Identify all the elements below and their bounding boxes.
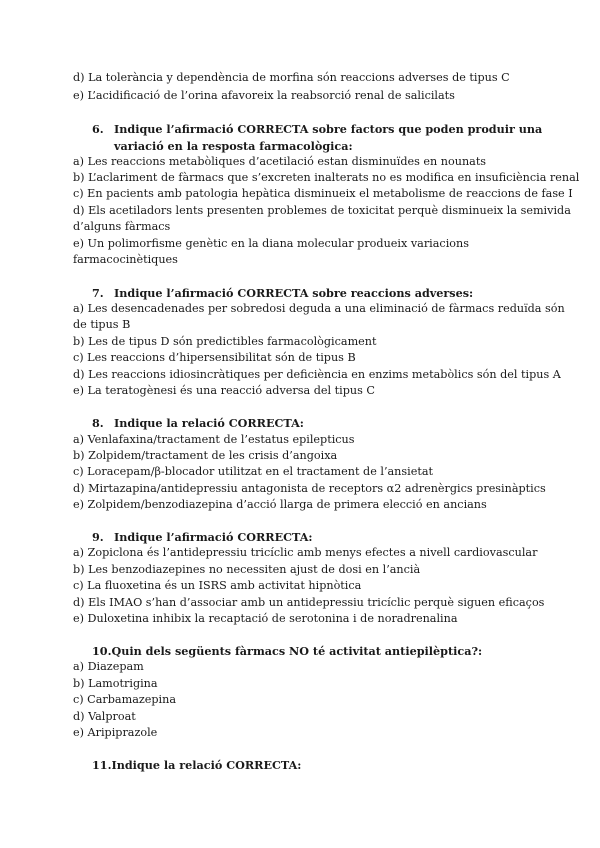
option-line: a) Venlafaxina/tractament de l’estatus epilepticus — [73, 433, 355, 446]
option-line: e) Zolpidem/benzodiazepina d’acció llarga de primera elecció en ancians — [73, 498, 487, 511]
option-line: d) Les reaccions idiosincràtiques per deficiència en enzims metabòlics són del tipus A — [73, 368, 561, 381]
option-line: e) La teratogènesi és una reacció adversa del tipus C — [73, 384, 375, 397]
option-line: c) En pacients amb patologia hepàtica disminueix el metabolisme de reaccions de fase I — [73, 187, 573, 200]
option-line: c) Carbamazepina — [73, 693, 177, 706]
option-line: a) Les reaccions metabòliques d’acetilació estan disminuïdes en nounats — [73, 155, 487, 168]
option-line: e) L’acidificació de l’orina afavoreix la reabsorció renal de salicilats — [73, 89, 455, 102]
question-6-heading-cont: variació en la resposta farmacològica: — [114, 139, 353, 153]
question-number: 7. — [92, 286, 104, 300]
question-number: 9. — [92, 530, 104, 544]
option-line: b) Lamotrigina — [73, 677, 158, 690]
option-line: d) Valproat — [73, 710, 136, 723]
option-line: c) La fluoxetina és un ISRS amb activitat hipnòtica — [73, 579, 362, 592]
option-line: e) Un polimorfisme genètic en la diana molecular produeix variacions — [73, 237, 469, 250]
option-line: a) Diazepam — [73, 660, 144, 673]
option-line: farmacocinètiques — [73, 253, 178, 266]
option-line: d) Els acetiladors lents presenten problemes de toxicitat perquè disminueix la semivida — [73, 204, 571, 217]
question-10-heading: 10.Quin dels següents fàrmacs NO té activitat antiepilèptica?: — [92, 644, 483, 658]
question-8-heading: 8. Indique la relació CORRECTA: — [92, 416, 304, 430]
question-number: 8. — [92, 416, 104, 430]
question-6-heading: 6. Indique l’afirmació CORRECTA sobre factors que poden produir una — [92, 122, 543, 136]
question-number: 6. — [92, 122, 104, 136]
option-line: c) Les reaccions d’hipersensibilitat són de tipus B — [73, 351, 356, 364]
option-line: d’alguns fàrmacs — [73, 220, 171, 233]
option-line: d) Mirtazapina/antidepressiu antagonista de receptors α2 adrenèrgics presinàptics — [73, 482, 546, 495]
question-7-heading: 7. Indique l’afirmació CORRECTA sobre reaccions adverses: — [92, 286, 474, 300]
option-line: a) Zopiclona és l’antidepressiu tricíclic amb menys efectes a nivell cardiovascular — [73, 546, 538, 559]
option-line: e) Duloxetina inhibix la recaptació de serotonina i de noradrenalina — [73, 612, 458, 625]
option-line: b) Zolpidem/tractament de les crisis d’angoixa — [73, 449, 338, 462]
option-line: b) Les de tipus D són predictibles farmacològicament — [73, 335, 377, 348]
question-11-heading: 11.Indique la relació CORRECTA: — [92, 758, 302, 772]
option-line: e) Aripiprazole — [73, 726, 158, 739]
option-line: a) Les desencadenades per sobredosi deguda a una eliminació de fàrmacs reduïda són — [73, 302, 565, 315]
option-line: b) L’aclariment de fàrmacs que s’excreten inalterats no es modifica en insuficiència renal — [73, 171, 580, 184]
option-line: c) Loracepam/β-blocador utilitzat en el tractament de l’ansietat — [73, 465, 433, 478]
option-line: b) Les benzodiazepines no necessiten ajust de dosi en l’ancià — [73, 563, 421, 576]
option-line: de tipus B — [73, 318, 131, 331]
option-line: d) La tolerància y dependència de morfina són reaccions adverses de tipus C — [73, 71, 510, 84]
option-line: d) Els IMAO s’han d’associar amb un antidepressiu tricíclic perquè siguen eficaços — [73, 596, 545, 609]
question-9-heading: 9. Indique l’afirmació CORRECTA: — [92, 530, 313, 544]
